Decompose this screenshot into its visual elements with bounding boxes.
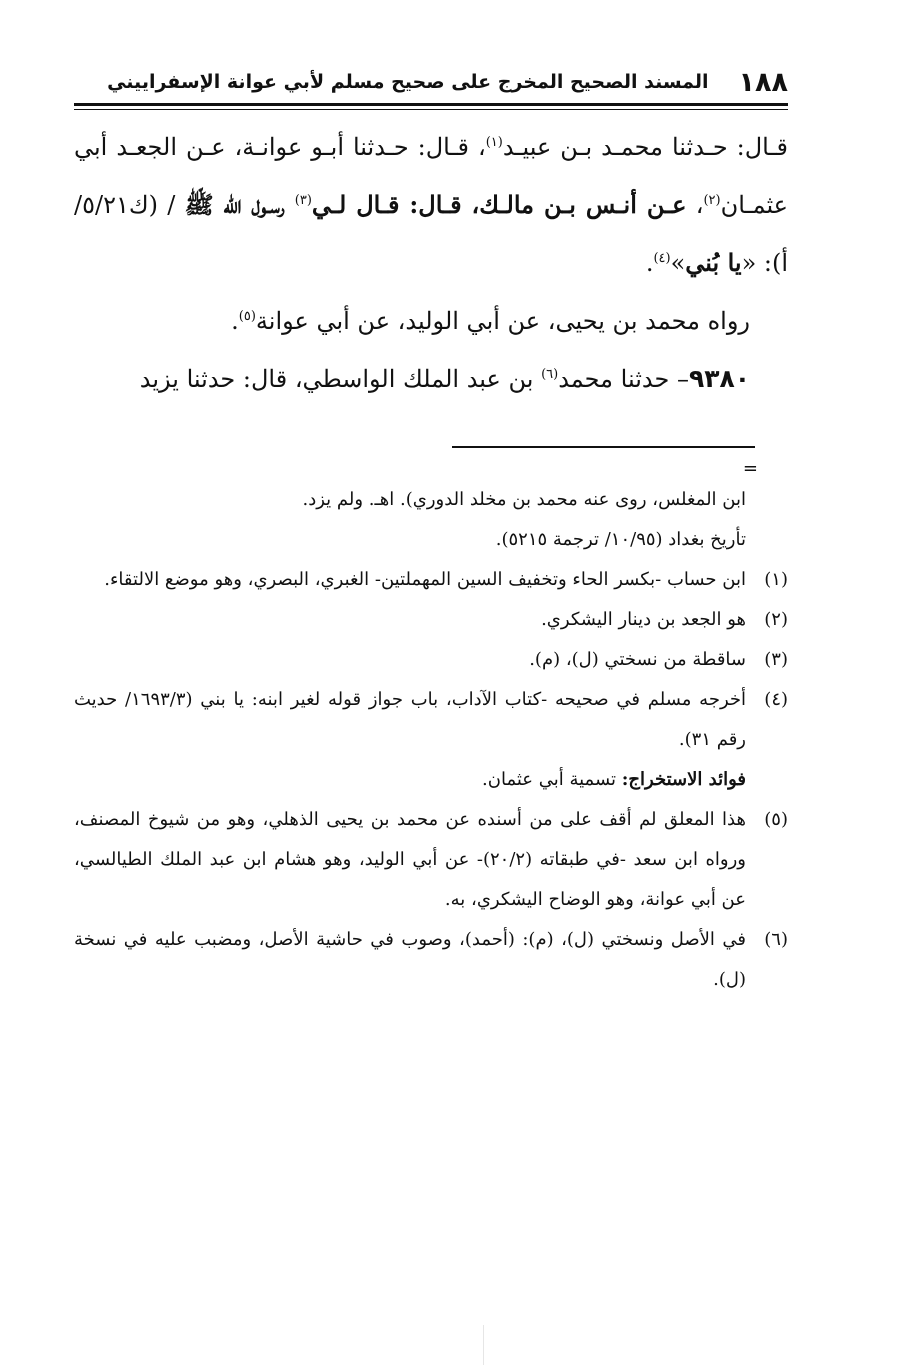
narration-text: رواه محمد بن يحيى، عن أبي الوليد، عن أبي عوانة	[255, 307, 750, 335]
footnote-text: في الأصل ونسختي (ل)، (م): (أحمد)، وصوب في حاشية الأصل، ومضبب عليه في نسخة (ل).	[74, 929, 746, 990]
narration-text: / (ك٥/٢١/أ): «	[74, 191, 788, 277]
footnote-number: (٦)	[764, 929, 788, 950]
footnote-text: هذا المعلق لم أقف على من أسنده عن محمد بن يحيى الذهلي، وهو من شيوخ المصنف، ورواه ابن سعد -في طبقاته (٢٠/٢)- عن أبي الوليد، وهو هشام ابن عبد الملك الطيالسي، عن أبي عوانة، وهو الوضاح اليشكري، به.	[74, 809, 746, 910]
footnote-3	[74, 640, 788, 680]
footnote-continuation: ابن المغلس، روى عنه محمد بن مخلد الدوري). اهـ. ولم يزد.	[302, 489, 746, 510]
narration-text: »	[670, 249, 686, 277]
running-header	[107, 62, 788, 102]
footnotes	[74, 480, 788, 1000]
footnote-ref-5[interactable]: (٥)	[238, 309, 256, 324]
footnote-4	[74, 680, 788, 760]
narration-text: بن عبد الملك الواسطي، قال: حدثنا يزيد	[139, 365, 542, 393]
footnote-text: أخرجه مسلم في صحيحه -كتاب الآداب، باب جواز قوله لغير ابنه: يا بني (١٦٩٣/٣/ حديث رقم ٣١).	[74, 689, 747, 750]
hadith-paragraph	[74, 350, 788, 408]
footnote-number: (٣)	[764, 649, 788, 670]
hadith-paragraph	[74, 118, 788, 292]
header-rule	[74, 103, 788, 106]
narration-text: ، قـال: حـدثنا أبـو عوانـة، عـن الجعـد أبي عثمـان	[74, 133, 788, 219]
footnote-number: (٤)	[764, 689, 789, 710]
continuation-mark: =	[742, 458, 758, 479]
narration-text: .	[231, 307, 239, 335]
benefit-label: فوائد الاستخراج:	[621, 769, 746, 790]
footnote-text: ابن حساب -بكسر الحاء وتخفيف السين المهملتين- الغبري، البصري، وهو موضع الالتقاء.	[104, 569, 746, 590]
footnote-separator	[452, 446, 755, 448]
footnote-1	[74, 560, 788, 600]
istikhraj-benefit	[74, 760, 788, 800]
footnote-text: هو الجعد بن دينار اليشكري.	[541, 609, 746, 630]
footnote-ref-2[interactable]: (٢)	[703, 193, 721, 208]
footnote-continuation: تأريخ بغداد (١٠/٩٥/ ترجمة ٥٢١٥).	[495, 529, 746, 550]
footnote-text: ساقطة من نسختي (ل)، (م).	[529, 649, 746, 670]
hadith-number: ٩٣٨٠	[688, 364, 750, 393]
narration-text: – حدثنا محمد	[558, 365, 689, 393]
footnote-ref-4[interactable]: (٤)	[653, 251, 671, 266]
scan-edge-mark	[483, 1325, 484, 1365]
footnote-number: (٥)	[764, 809, 788, 830]
narration-text: ،	[686, 191, 704, 219]
bold-narration: عـن أنـس بـن مالـك، قـال: قـال لـي	[311, 190, 687, 219]
narration-text: قـال: حـدثنا محمـد بـن عبيـد	[502, 133, 788, 161]
header-rule-thin	[74, 109, 788, 110]
footnote-5	[74, 800, 788, 920]
footnote-number: (١)	[764, 569, 788, 590]
book-title: المسند الصحيح المخرج على صحيح مسلم لأبي عوانة الإسفراييني	[107, 71, 709, 93]
benefit-text: تسمية أبي عثمان.	[482, 769, 622, 790]
footnote-ref-3[interactable]: (٣)	[294, 193, 312, 208]
main-text	[74, 118, 788, 408]
bold-narration: رسـول الله ﷺ	[184, 190, 295, 219]
footnote-6	[74, 920, 788, 1000]
footnote-ref-1[interactable]: (١)	[485, 135, 503, 150]
footnote-number: (٢)	[764, 609, 788, 630]
footnote-2	[74, 600, 788, 640]
page-number: ١٨٨	[738, 66, 788, 98]
prophetic-saying: يا بُني	[685, 248, 742, 277]
footnote-ref-6[interactable]: (٦)	[541, 367, 559, 382]
riwaya-paragraph	[74, 292, 788, 350]
narration-text: .	[645, 249, 654, 277]
